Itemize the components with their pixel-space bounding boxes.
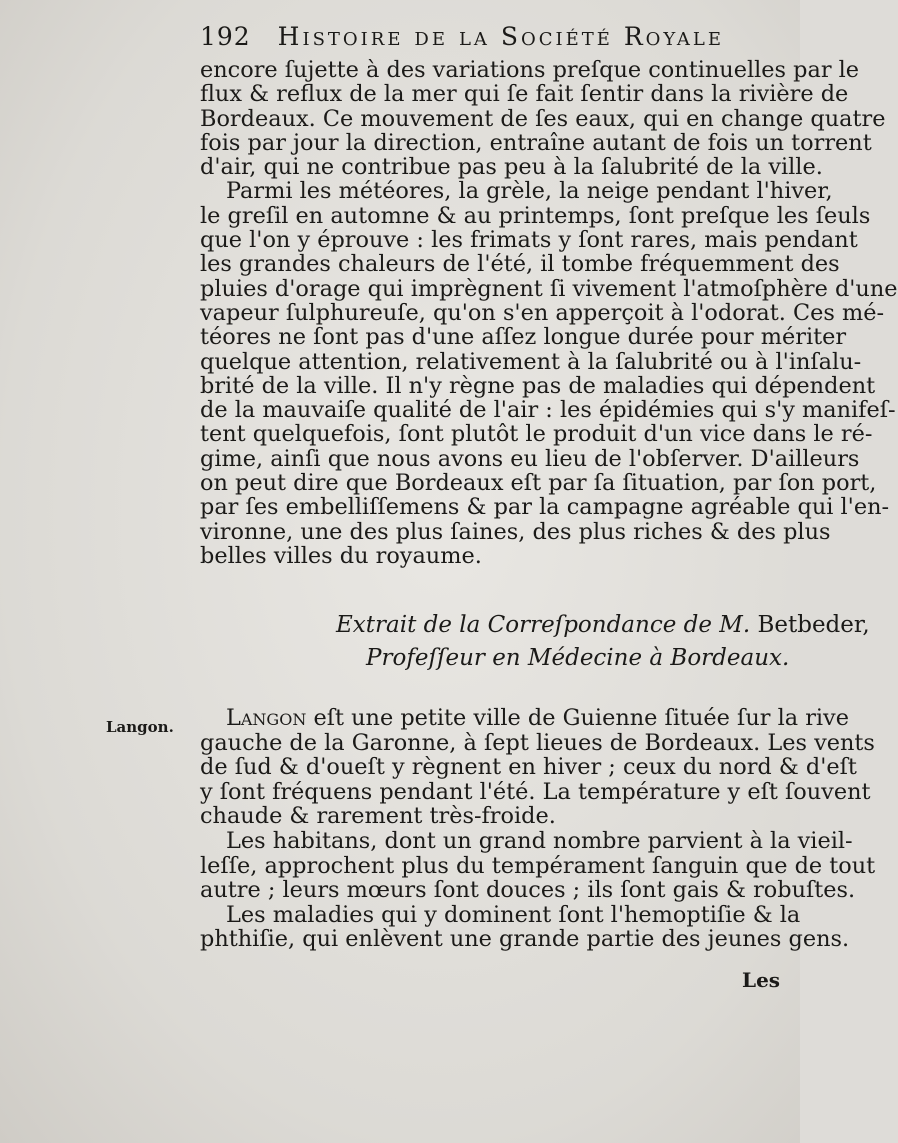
second-text-column	[200, 705, 876, 953]
text-line: on peut dire que Bordeaux eſt par ſa ſituation, par ſon port,	[200, 470, 877, 497]
text-line: leſſe, approchent plus du tempérament ſanguin que de tout	[200, 852, 876, 879]
text-line: Parmi les météores, la grèle, la neige pendant l'hiver,	[226, 178, 833, 205]
text-line: Les maladies qui y dominent ſont l'hemoptiſie & la	[226, 901, 801, 928]
main-text-column	[200, 57, 898, 569]
text-line	[200, 705, 849, 731]
text-line: y ſont fréquens pendant l'été. La température y eſt ſouvent	[200, 778, 871, 805]
text-line: d'air, qui ne contribue pas peu à la ſalubrité de la ville.	[200, 154, 823, 181]
text-line: tent quelquefois, ſont plutôt le produit d'un vice dans le ré-	[200, 421, 873, 448]
text-line: flux & reflux de la mer qui ſe fait ſentir dans la rivière de	[200, 81, 849, 108]
running-header	[200, 22, 780, 51]
text-line: Bordeaux. Ce mouvement de ſes eaux, qui en change quatre	[200, 105, 886, 132]
paragraph-5	[200, 901, 850, 953]
running-title: Histoire de la Société Royale	[277, 22, 724, 51]
signature-line-2: Profeſſeur en Médecine à Bordeaux.	[366, 645, 790, 671]
catchword: Les	[742, 968, 781, 992]
paragraph-4	[200, 827, 876, 904]
text-line: phthiſie, qui enlèvent une grande partie des jeunes gens.	[200, 926, 850, 953]
signature-author: Betbeder,	[757, 612, 870, 638]
text-line: de la mauvaiſe qualité de l'air : les épidémies qui s'y manifeſ-	[200, 397, 896, 424]
lead-word: Langon	[226, 705, 307, 731]
page-number: 192	[200, 22, 251, 51]
text-line: chaude & rarement très-froide.	[200, 803, 556, 830]
text-line: autre ; leurs mœurs ſont douces ; ils ſont gais & robuſtes.	[200, 877, 856, 904]
text-line: encore ſujette à des variations preſque continuelles par le	[200, 57, 860, 83]
text-line: vironne, une des plus ſaines, des plus riches & des plus	[200, 518, 831, 545]
paragraph-1	[200, 57, 886, 181]
signature-source: Extrait de la Correſpondance de M.	[336, 612, 751, 638]
text-line: fois par jour la direction, entraîne autant de fois un torrent	[200, 129, 872, 156]
text-line: brité de la ville. Il n'y règne pas de maladies qui dépendent	[200, 372, 876, 399]
text-line: Les habitans, dont un grand nombre parvient à la vieil-	[226, 827, 853, 854]
text-line: les grandes chaleurs de l'été, il tombe fréquemment des	[200, 251, 840, 278]
text-fragment: eſt une petite ville de Guienne ſituée ſur la rive	[313, 705, 849, 731]
paragraph-3	[200, 705, 875, 830]
text-line: gime, ainſi que nous avons eu lieu de l'obſerver. D'ailleurs	[200, 445, 860, 472]
margin-note: Langon.	[106, 718, 174, 736]
text-line: téores ne ſont pas d'une aſſez longue durée pour mériter	[200, 324, 847, 351]
text-line: belles villes du royaume.	[200, 542, 482, 569]
text-line: vapeur ſulphureuſe, qu'on s'en apperçoit à l'odorat. Ces mé-	[200, 299, 885, 326]
text-line: gauche de la Garonne, à ſept lieues de Bordeaux. Les vents	[200, 729, 875, 756]
text-line: par ſes embelliſſemens & par la campagne agréable qui l'en-	[200, 494, 890, 521]
text-line: de ſud & d'oueſt y règnent en hiver ; ceux du nord & d'eſt	[200, 754, 857, 781]
text-line: le greſil en automne & au printemps, ſont preſque les ſeuls	[200, 202, 871, 229]
text-line: que l'on y éprouve : les frimats y ſont rares, mais pendant	[200, 227, 858, 254]
text-line: quelque attention, relativement à la ſalubrité ou à l'inſalu-	[200, 348, 862, 375]
signature-line-1	[336, 612, 870, 638]
paragraph-2	[200, 178, 898, 569]
text-line: pluies d'orage qui imprègnent ſi vivement l'atmoſphère d'une	[200, 275, 898, 302]
